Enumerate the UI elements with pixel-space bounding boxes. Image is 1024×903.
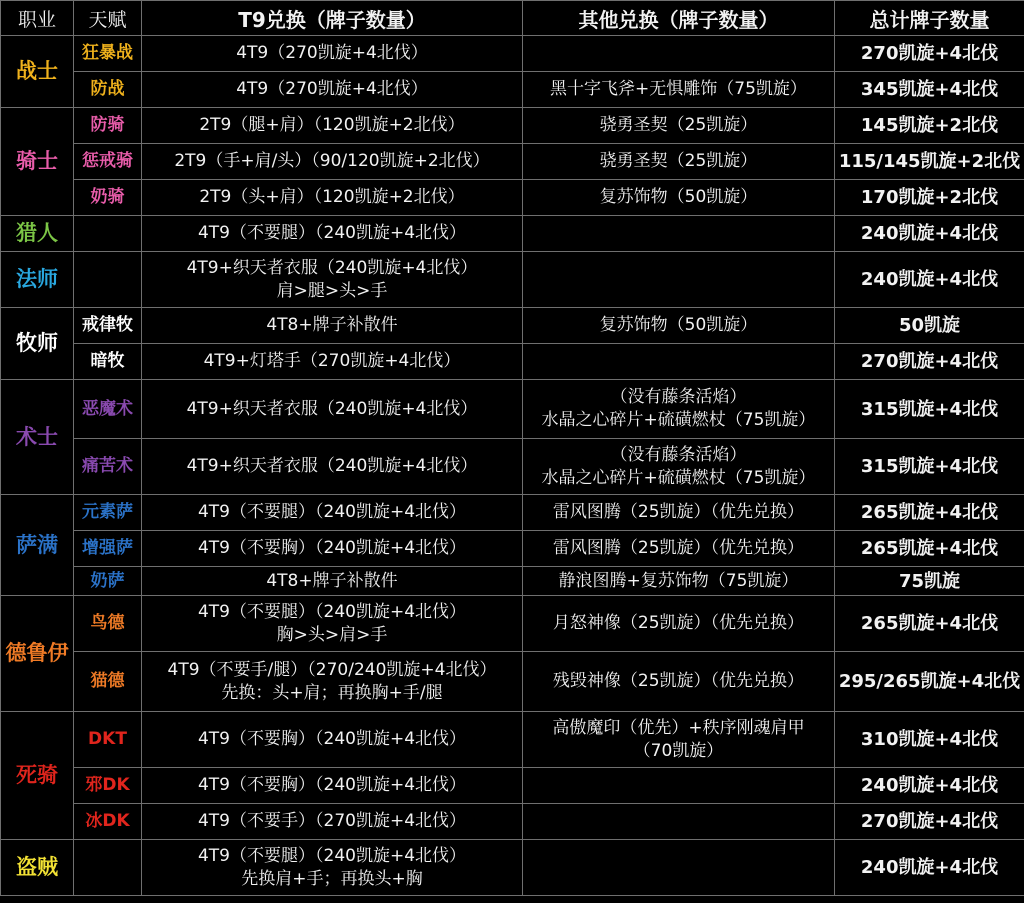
other-exchange-cell [523, 216, 835, 252]
t9-exchange-cell-line: 4T9（不要手/腿）（270/240凯旋+4北伐） [167, 659, 497, 680]
total-badges-cell: 240凯旋+4北伐 [835, 840, 1024, 896]
t9-exchange-cell [142, 108, 523, 144]
other-exchange-cell [523, 652, 835, 712]
table-row [1, 216, 1024, 252]
header-total-badges: 总计牌子数量 [835, 1, 1024, 36]
t9-exchange-cell [142, 768, 523, 804]
class-cell: 德鲁伊 [1, 596, 74, 712]
t9-exchange-cell [142, 72, 523, 108]
table-row [1, 768, 1024, 804]
t9-exchange-cell [142, 712, 523, 768]
other-exchange-cell-line: （70凯旋） [633, 740, 724, 761]
talent-cell: 增强萨 [74, 531, 142, 567]
other-exchange-cell [523, 596, 835, 652]
header-t9-exchange: T9兑换（牌子数量） [142, 1, 523, 36]
other-exchange-cell-line: 水晶之心碎片+硫磺燃杖（75凯旋） [541, 467, 816, 488]
table-row [1, 380, 1024, 439]
t9-exchange-cell [142, 652, 523, 712]
t9-exchange-cell [142, 596, 523, 652]
t9-exchange-cell [142, 439, 523, 495]
t9-exchange-cell [142, 216, 523, 252]
t9-exchange-cell-line: 4T9（不要胸）（240凯旋+4北伐） [197, 538, 467, 558]
other-exchange-cell [523, 804, 835, 840]
other-exchange-cell [523, 308, 835, 344]
talent-cell: 奶骑 [74, 180, 142, 216]
total-badges-cell: 265凯旋+4北伐 [835, 596, 1024, 652]
t9-exchange-cell-line: 2T9（腿+肩）（120凯旋+2北伐） [199, 115, 465, 135]
class-cell: 术士 [1, 380, 74, 495]
t9-exchange-cell-line: 4T9（不要手）（270凯旋+4北伐） [197, 811, 467, 831]
table-row [1, 344, 1024, 380]
header-class: 职业 [1, 1, 74, 36]
total-badges-cell: 75凯旋 [835, 567, 1024, 596]
other-exchange-cell [523, 840, 835, 896]
t9-exchange-cell [142, 344, 523, 380]
t9-exchange-cell-line: 4T9（不要胸）（240凯旋+4北伐） [197, 775, 467, 795]
table-row [1, 495, 1024, 531]
total-badges-cell: 265凯旋+4北伐 [835, 531, 1024, 567]
total-badges-cell: 50凯旋 [835, 308, 1024, 344]
other-exchange-cell [523, 380, 835, 439]
t9-exchange-cell-line: 4T9（不要胸）（240凯旋+4北伐） [197, 729, 467, 749]
talent-cell: 冰DK [74, 804, 142, 840]
other-exchange-cell-line: 复苏饰物（50凯旋） [599, 187, 758, 207]
other-exchange-cell-line: 静浪图腾+复苏饰物（75凯旋） [558, 570, 799, 591]
class-cell: 猎人 [1, 216, 74, 252]
t9-exchange-cell [142, 144, 523, 180]
table-row [1, 439, 1024, 495]
class-cell: 战士 [1, 36, 74, 108]
table-row [1, 712, 1024, 768]
total-badges-cell: 270凯旋+4北伐 [835, 804, 1024, 840]
talent-cell: 元素萨 [74, 495, 142, 531]
t9-exchange-cell-line: 4T9+织天者衣服（240凯旋+4北伐） [186, 456, 478, 476]
total-badges-cell: 145凯旋+2北伐 [835, 108, 1024, 144]
other-exchange-cell-line: （没有藤条活焰） [610, 387, 747, 407]
other-exchange-cell-line: 水晶之心碎片+硫磺燃杖（75凯旋） [541, 410, 816, 430]
other-exchange-cell-line: 残毁神像（25凯旋）（优先兑换） [552, 671, 805, 691]
header-other-exchange: 其他兑换（牌子数量） [523, 1, 835, 36]
class-cell: 法师 [1, 252, 74, 308]
table-row [1, 72, 1024, 108]
other-exchange-cell [523, 252, 835, 308]
talent-cell: 鸟德 [74, 596, 142, 652]
other-exchange-cell [523, 144, 835, 180]
other-exchange-cell [523, 439, 835, 495]
t9-exchange-cell [142, 567, 523, 596]
table-row [1, 804, 1024, 840]
t9-exchange-cell-line: 肩>腿>头>手 [276, 280, 388, 301]
t9-exchange-cell-line: 4T9（不要腿）（240凯旋+4北伐） [197, 845, 467, 866]
table-row [1, 531, 1024, 567]
class-cell: 死骑 [1, 712, 74, 840]
total-badges-cell: 240凯旋+4北伐 [835, 252, 1024, 308]
total-badges-cell: 115/145凯旋+2北伐 [835, 144, 1024, 180]
t9-exchange-cell-line: 4T8+牌子补散件 [266, 570, 398, 591]
t9-exchange-cell [142, 380, 523, 439]
total-badges-cell: 315凯旋+4北伐 [835, 439, 1024, 495]
t9-exchange-cell-line: 4T8+牌子补散件 [266, 315, 398, 335]
talent-cell: DKT [74, 712, 142, 768]
talent-cell [74, 216, 142, 252]
other-exchange-cell [523, 495, 835, 531]
header-talent: 天赋 [74, 1, 142, 36]
table-row [1, 652, 1024, 712]
t9-exchange-cell-line: 4T9+织天者衣服（240凯旋+4北伐） [186, 257, 478, 278]
other-exchange-cell-line: 骁勇圣契（25凯旋） [599, 151, 758, 171]
class-cell: 牧师 [1, 308, 74, 380]
talent-cell: 狂暴战 [74, 36, 142, 72]
class-cell: 萨满 [1, 495, 74, 596]
t9-exchange-cell-line: 4T9（270凯旋+4北伐） [236, 43, 428, 63]
other-exchange-cell [523, 36, 835, 72]
other-exchange-cell [523, 72, 835, 108]
talent-cell: 痛苦术 [74, 439, 142, 495]
other-exchange-cell-line: 月怒神像（25凯旋）（优先兑换） [552, 613, 805, 633]
table-body [1, 36, 1024, 896]
other-exchange-cell [523, 567, 835, 596]
t9-exchange-cell-line: 4T9（270凯旋+4北伐） [236, 79, 428, 99]
table-row [1, 567, 1024, 596]
talent-cell: 戒律牧 [74, 308, 142, 344]
table-row [1, 840, 1024, 896]
talent-cell [74, 840, 142, 896]
talent-cell: 惩戒骑 [74, 144, 142, 180]
other-exchange-cell [523, 531, 835, 567]
total-badges-cell: 310凯旋+4北伐 [835, 712, 1024, 768]
total-badges-cell: 240凯旋+4北伐 [835, 216, 1024, 252]
total-badges-cell: 270凯旋+4北伐 [835, 344, 1024, 380]
talent-cell: 防战 [74, 72, 142, 108]
table-row [1, 308, 1024, 344]
t9-exchange-cell-line: 2T9（手+肩/头）（90/120凯旋+2北伐） [174, 151, 490, 171]
total-badges-cell: 170凯旋+2北伐 [835, 180, 1024, 216]
t9-exchange-cell-line: 4T9（不要腿）（240凯旋+4北伐） [197, 223, 467, 243]
table-row [1, 108, 1024, 144]
total-badges-cell: 295/265凯旋+4北伐 [835, 652, 1024, 712]
t9-exchange-cell-line: 胸>头>肩>手 [276, 624, 388, 645]
total-badges-cell: 315凯旋+4北伐 [835, 380, 1024, 439]
table-row [1, 596, 1024, 652]
total-badges-cell: 240凯旋+4北伐 [835, 768, 1024, 804]
talent-cell: 恶魔术 [74, 380, 142, 439]
talent-cell: 暗牧 [74, 344, 142, 380]
talent-cell [74, 252, 142, 308]
t9-exchange-cell [142, 36, 523, 72]
t9-exchange-cell [142, 308, 523, 344]
talent-cell: 防骑 [74, 108, 142, 144]
talent-cell: 奶萨 [74, 567, 142, 596]
other-exchange-cell-line: 黑十字飞斧+无惧雕饰（75凯旋） [550, 79, 807, 99]
table-row [1, 252, 1024, 308]
t9-exchange-cell [142, 180, 523, 216]
total-badges-cell: 270凯旋+4北伐 [835, 36, 1024, 72]
other-exchange-cell-line: 复苏饰物（50凯旋） [599, 315, 758, 335]
class-cell: 盗贼 [1, 840, 74, 896]
other-exchange-cell [523, 768, 835, 804]
other-exchange-cell-line: 雷风图腾（25凯旋）（优先兑换） [552, 538, 805, 558]
other-exchange-cell-line: 骁勇圣契（25凯旋） [599, 115, 758, 135]
t9-exchange-cell [142, 495, 523, 531]
other-exchange-cell-line: （没有藤条活焰） [610, 444, 747, 465]
header-row [1, 1, 1024, 36]
table-row [1, 36, 1024, 72]
total-badges-cell: 265凯旋+4北伐 [835, 495, 1024, 531]
total-badges-cell: 345凯旋+4北伐 [835, 72, 1024, 108]
t9-exchange-cell [142, 531, 523, 567]
t9-exchange-cell [142, 252, 523, 308]
other-exchange-cell-line: 高傲魔印（优先）+秩序刚魂肩甲 [552, 717, 805, 738]
t9-exchange-cell-line: 4T9（不要腿）（240凯旋+4北伐） [197, 601, 467, 622]
t9-exchange-cell [142, 840, 523, 896]
t9-exchange-cell-line: 先换肩+手；再换头+胸 [241, 868, 423, 889]
table-row [1, 144, 1024, 180]
class-cell: 骑士 [1, 108, 74, 216]
other-exchange-cell [523, 712, 835, 768]
t9-exchange-cell [142, 804, 523, 840]
other-exchange-cell-line: 雷风图腾（25凯旋）（优先兑换） [552, 502, 805, 522]
talent-cell: 邪DK [74, 768, 142, 804]
t9-exchange-cell-line: 4T9（不要腿）（240凯旋+4北伐） [197, 502, 467, 522]
t9-exchange-cell-line: 2T9（头+肩）（120凯旋+2北伐） [199, 187, 465, 207]
other-exchange-cell [523, 180, 835, 216]
other-exchange-cell [523, 108, 835, 144]
t9-exchange-cell-line: 先换：头+肩；再换胸+手/腿 [221, 682, 443, 703]
talent-cell: 猫德 [74, 652, 142, 712]
other-exchange-cell [523, 344, 835, 380]
table-row [1, 180, 1024, 216]
t9-exchange-cell-line: 4T9+灯塔手（270凯旋+4北伐） [203, 351, 461, 371]
t9-exchange-cell-line: 4T9+织天者衣服（240凯旋+4北伐） [186, 398, 478, 419]
